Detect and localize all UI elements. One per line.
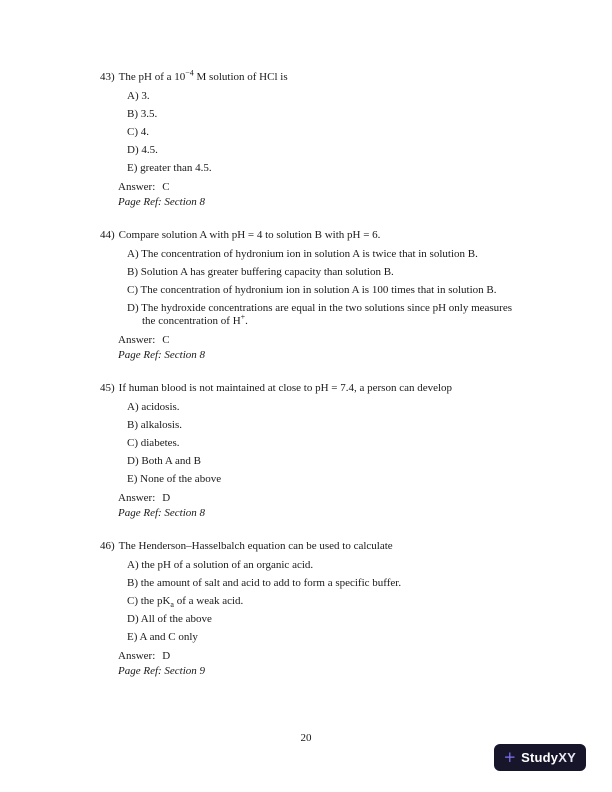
- answer-option: B) the amount of salt and acid to add to form a specific buffer.: [127, 577, 402, 589]
- question: [100, 382, 524, 520]
- page-ref: Page Ref: Section 8: [118, 507, 206, 519]
- brand-name: [521, 750, 576, 765]
- answer-option: A) 3.: [127, 90, 150, 102]
- question-stem-line: [100, 540, 524, 553]
- answer-option: C) diabetes.: [127, 437, 180, 449]
- options-list: [100, 248, 524, 328]
- answer-line: [118, 650, 524, 663]
- answer-option: E) None of the above: [127, 473, 222, 485]
- answer-label: Answer:: [118, 650, 156, 662]
- brand-name-xy: XY: [558, 750, 576, 765]
- question-stem: The Henderson–Hasselbalch equation can be used to calculate: [118, 540, 393, 552]
- options-list: [100, 559, 524, 644]
- answer-option: A) The concentration of hydronium ion in solution A is twice that in solution B.: [127, 248, 478, 260]
- options-list: [100, 401, 524, 486]
- page-ref: Page Ref: Section 8: [118, 349, 206, 361]
- question-number: 45): [100, 382, 115, 394]
- plus-icon: +: [503, 748, 517, 766]
- questions-area: [100, 68, 524, 698]
- question: [100, 540, 524, 678]
- brand-name-study: Study: [521, 750, 559, 765]
- question-number: 43): [100, 71, 115, 83]
- answer-option: D) The hydroxide concentrations are equal in the two solutions since pH only measures the concentration of H+.: [127, 302, 513, 327]
- answer-option: E) A and C only: [127, 631, 198, 643]
- page-ref: Page Ref: Section 8: [118, 196, 206, 208]
- answer-option: A) acidosis.: [127, 401, 180, 413]
- answer-value: C: [162, 181, 170, 193]
- question-stem: If human blood is not maintained at close to pH = 7.4, a person can develop: [118, 382, 453, 394]
- answer-line: [118, 181, 524, 194]
- answer-option: D) Both A and B: [127, 455, 201, 467]
- question-stem: Compare solution A with pH = 4 to solution B with pH = 6.: [118, 229, 381, 241]
- question-stem-line: [100, 68, 524, 84]
- answer-option: A) the pH of a solution of an organic acid.: [127, 559, 314, 571]
- question-stem-line: [100, 229, 524, 242]
- answer-label: Answer:: [118, 181, 156, 193]
- question-number: 46): [100, 540, 115, 552]
- answer-option: B) Solution A has greater buffering capacity than solution B.: [127, 266, 394, 278]
- question-number: 44): [100, 229, 115, 241]
- answer-option: C) The concentration of hydronium ion in solution A is 100 times that in solution B.: [127, 284, 497, 296]
- answer-option: B) alkalosis.: [127, 419, 182, 431]
- answer-line: [118, 492, 524, 505]
- answer-option: D) 4.5.: [127, 144, 158, 156]
- options-list: [100, 90, 524, 175]
- page-ref: Page Ref: Section 9: [118, 665, 206, 677]
- question: [100, 68, 524, 209]
- answer-label: Answer:: [118, 492, 156, 504]
- answer-value: C: [162, 334, 170, 346]
- question: [100, 229, 524, 362]
- answer-label: Answer:: [118, 334, 156, 346]
- answer-option: C) 4.: [127, 126, 149, 138]
- answer-value: D: [162, 650, 171, 662]
- page-number: 20: [300, 732, 312, 744]
- question-stem: The pH of a $10^{-4}$ M solution of HCl is: [118, 68, 288, 83]
- answer-option: C) the $pK_a$ of a weak acid.: [127, 595, 244, 610]
- answer-value: D: [162, 492, 171, 504]
- answer-option: D) All of the above: [127, 613, 212, 625]
- answer-option: B) 3.5.: [127, 108, 158, 120]
- studyxy-logo: [494, 744, 586, 771]
- question-stem-line: [100, 382, 524, 395]
- answer-option: E) greater than 4.5.: [127, 162, 212, 174]
- answer-line: [118, 334, 524, 347]
